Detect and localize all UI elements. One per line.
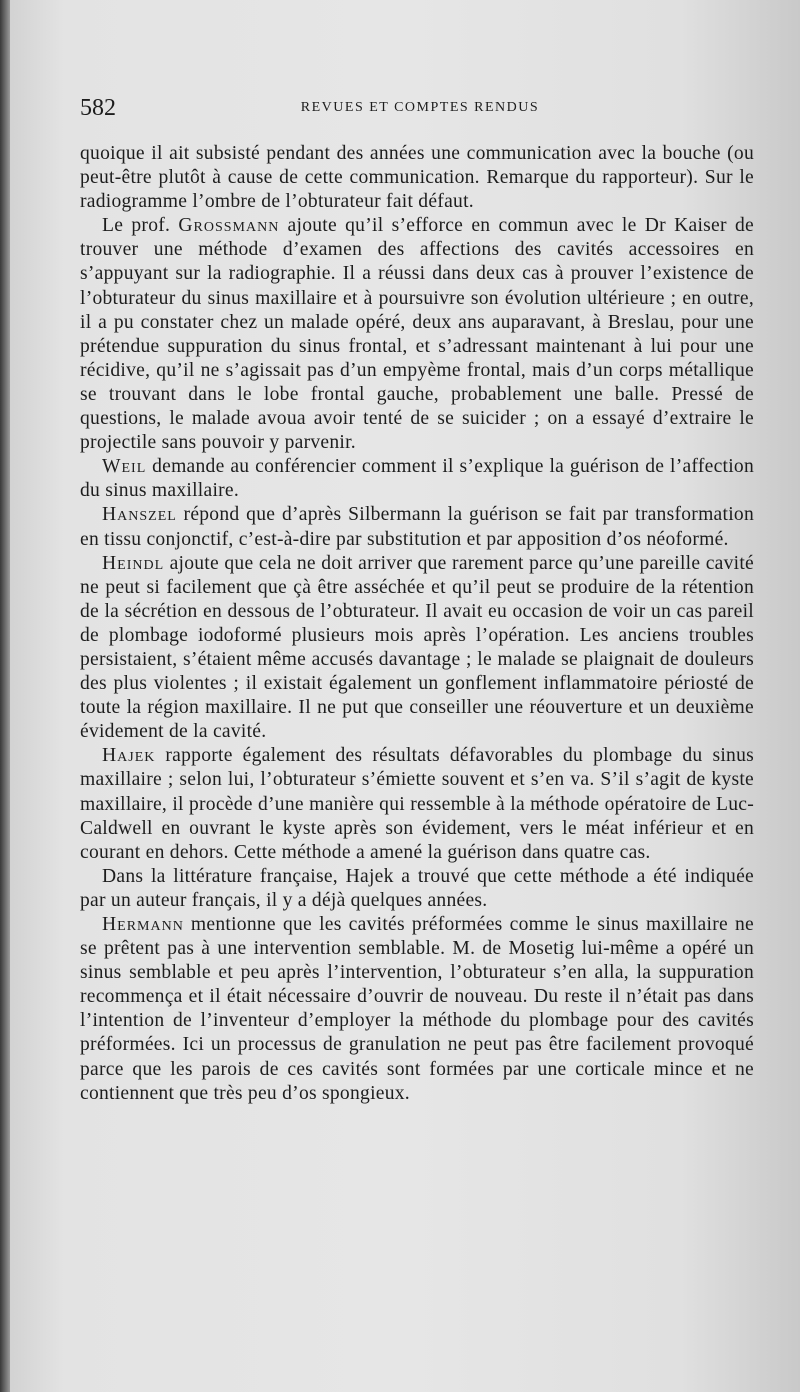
paragraph-continuation <box>80 142 754 214</box>
paragraph-text: ajoute qu’il s’efforce en commun avec le Dr Kaiser de trouver une méthode d’examen des affections des cavités accessoires en s’appuyant sur la radiographie. Il a réussi dans deux cas à prouver l’existence de l’obturateur du sinus maxillaire et à poursuivre son évolution ultérieure ; en outre, il a pu constater chez un malade opéré, deux ans auparavant, à Breslau, pour une prétendue suppuration du sinus frontal, et s’adressant maintenant à lui pour une récidive, qu’il ne s’agissait pas d’un empyème frontal, mais d’un corps métallique se trouvant dans le lobe frontal gauche, probablement une balle. Pressé de questions, le malade avoua avoir tenté de se suicider ; on a essayé d’extraire le projectile sans pouvoir y parvenir. <box>80 215 754 454</box>
speaker-name: Heindl <box>102 552 165 574</box>
paragraph-text: répond que d’après Silbermann la guérison se fait par transformation en tissu conjonctif, c’est-à-dire par substitution et par apposition d’os néoformé. <box>80 504 754 550</box>
speaker-name: Hermann <box>102 914 184 935</box>
paragraph-grossmann <box>80 214 754 455</box>
page-number: 582 <box>80 95 116 121</box>
paragraph-text: ajoute que cela ne doit arriver que rarement parce qu’une pareille cavité ne peut si facilement que çà être asséchée et qu’il peut se produire de la rétention de la sécrétion en dessous de l’obturateur. Il avait eu occasion de voir un cas pareil de plombage iodoformé plusieurs mois après l’opération. Les anciens troubles persistaient, s’étaient même accusés davantage ; le malade se plaignait de douleurs des plus violentes ; il existait également un gonflement inflammatoire périosté de toute la région maxillaire. Il ne put que conseiller une réouverture et un deuxième évidement de la cavité. <box>80 552 754 743</box>
page-edge-shadow <box>0 0 10 1392</box>
paragraph-text: demande au conférencier comment il s’explique la guérison de l’affection du sinus maxillaire. <box>80 456 754 502</box>
page-header <box>80 92 760 124</box>
paragraph-lead: Le prof. <box>102 215 179 237</box>
speaker-name: Hanszel <box>102 504 177 526</box>
paragraph-litterature <box>80 865 754 913</box>
paragraph-heindl <box>80 552 754 745</box>
paragraph-text: mentionne que les cavités préformées comme le sinus maxillaire ne se prêtent pas à une intervention semblable. M. de Mosetig lui-même a opéré un sinus semblable et peu après l’intervention, l’obturateur s’en alla, la suppuration recommença et il était nécessaire d’ouvrir de nouveau. Du reste il n’était pas dans l’intention de l’inventeur d’employer la méthode du plombage pour des cavités préformées. Ici un processus de granulation ne peut pas être facilement provoqué parce que les parois de ces cavités sont formées par une corticale mince et ne contiennent que très peu d’os spongieux. <box>80 914 754 1104</box>
paragraph-hermann <box>80 913 754 1106</box>
paragraph-text: Dans la littérature française, Hajek a trouvé que cette méthode a été indiquée par un auteur français, il y a déjà quelques années. <box>80 865 754 911</box>
speaker-name: Hajek <box>102 745 156 767</box>
paragraph-hajek <box>80 744 754 864</box>
speaker-name: Weil <box>102 456 147 478</box>
paragraph-text: rapporte également des résultats défavorables du plombage du sinus maxillaire ; selon lui, l’obturateur s’émiette souvent et s’en va. S’il s’agit de kyste maxillaire, il procède d’une manière qui ressemble à la méthode opératoire de Luc-Caldwell en ouvrant le kyste après son évidement, vers le méat inférieur et en courant en dehors. Cette méthode a amené la guérison dans quatre cas. <box>80 745 754 863</box>
paragraph-weil <box>80 455 754 503</box>
paragraph-text: quoique il ait subsisté pendant des années une communication avec la bouche (ou peut-être plutôt à cause de cette communication. Remarque du rapporteur). Sur le radiogramme l’ombre de l’obturateur fait défaut. <box>80 143 754 213</box>
speaker-name: Grossmann <box>178 215 280 237</box>
paragraph-hanszel <box>80 503 754 551</box>
body-text <box>80 142 754 1106</box>
running-title: REVUES ET COMPTES RENDUS <box>300 100 540 115</box>
